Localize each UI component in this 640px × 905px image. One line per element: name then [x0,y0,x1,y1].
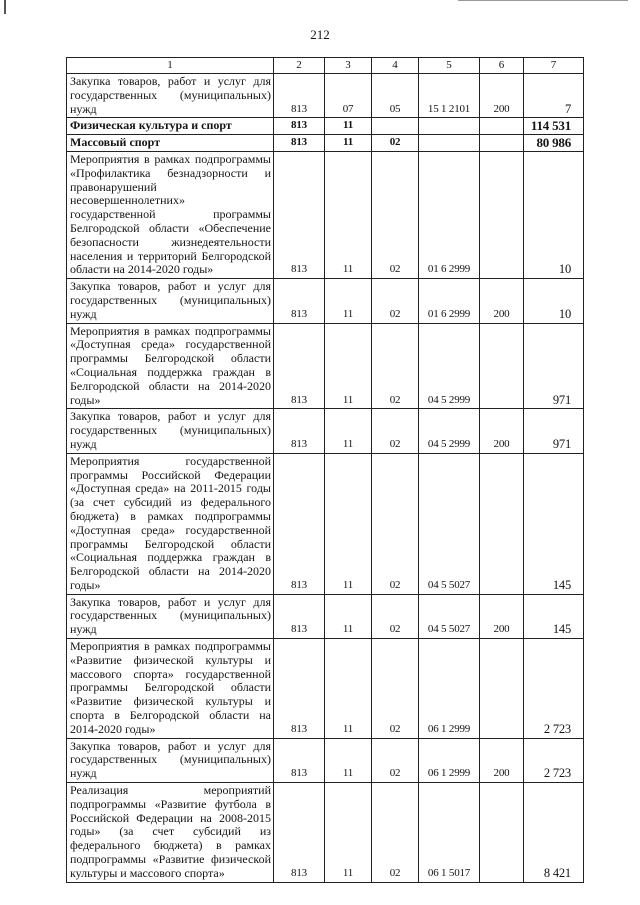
description-line: Закупка товаров, работ и услуг для [70,409,271,424]
row-description [67,738,274,782]
division-code: 11 [325,279,372,323]
division-code: 07 [325,74,372,118]
amount: 8 421 [524,783,584,883]
description-line: области на 2014-2020 годы» [70,262,214,277]
section-code: 813 [274,409,325,453]
division-code: 11 [325,783,372,883]
expense-type-code [480,135,524,152]
table-row [67,783,584,883]
section-code: 813 [274,783,325,883]
division-code: 11 [325,118,372,135]
description-line: годы» [70,577,101,592]
row-description [67,135,274,152]
section-code: 813 [274,323,325,409]
header-col-1: 1 [67,58,274,74]
subdivision-code: 02 [372,279,419,323]
header-col-7: 7 [524,58,584,74]
subdivision-code: 02 [372,323,419,409]
description-line: спорта в Белгородской области на [70,708,271,723]
expense-type-code: 200 [480,738,524,782]
target-article-code: 01 6 2999 [419,151,480,278]
division-code: 11 [325,594,372,638]
amount: 145 [524,594,584,638]
expense-type-code [480,453,524,594]
section-code: 813 [274,738,325,782]
target-article-code: 04 5 2999 [419,409,480,453]
amount: 145 [524,453,584,594]
description-line: государственной программы [70,207,271,222]
description-line: государственных (муниципальных) [70,608,271,623]
subdivision-code: 02 [372,738,419,782]
subdivision-code: 02 [372,783,419,883]
amount: 2 723 [524,639,584,739]
target-article-code: 04 5 5027 [419,594,480,638]
description-line: нужд [70,766,97,781]
target-article-code: 15 1 2101 [419,74,480,118]
expense-type-code [480,151,524,278]
amount: 10 [524,279,584,323]
target-article-code: 01 6 2999 [419,279,480,323]
description-line: «Профилактика безнадзорности и [70,165,271,180]
subdivision-code: 02 [372,639,419,739]
page-number: 212 [310,27,330,42]
description-line: федерального бюджета) в рамках [70,838,271,853]
expense-type-code [480,783,524,883]
subdivision-code: 02 [372,594,419,638]
subdivision-code: 02 [372,151,419,278]
description-line: нужд [70,436,97,451]
description-line: несовершеннолетних» [70,193,185,208]
row-description [67,783,274,883]
table-row [67,135,584,152]
target-article-code: 06 1 5017 [419,783,480,883]
description-line: Массовый спорт [70,135,161,150]
description-line: нужд [70,622,97,637]
description-line: Белгородской области на 2014-2020 [70,564,271,579]
subdivision-code: 02 [372,135,419,152]
section-code: 813 [274,118,325,135]
budget-table [66,57,584,883]
amount: 114 531 [524,118,584,135]
expense-type-code [480,639,524,739]
table-row [67,74,584,118]
expense-type-code: 200 [480,409,524,453]
expense-type-code: 200 [480,279,524,323]
subdivision-code: 02 [372,409,419,453]
description-line: Мероприятия в рамках подпрограммы [70,639,271,654]
amount: 80 986 [524,135,584,152]
description-line: Реализация мероприятий [70,783,271,798]
description-line: «Социальная поддержка граждан в [70,364,271,379]
row-description [67,594,274,638]
amount: 10 [524,151,584,278]
description-line: Закупка товаров, работ и услуг для [70,74,271,88]
row-description [67,279,274,323]
table-row [67,118,584,135]
description-line: подпрограммы «Развитие физической [70,852,271,867]
description-line: государственных (муниципальных) [70,423,271,438]
target-article-code [419,118,480,135]
row-description [67,323,274,409]
description-line: государственных (муниципальных) [70,292,271,307]
division-code: 11 [325,738,372,782]
description-line: Закупка товаров, работ и услуг для [70,594,271,609]
description-line: Мероприятия в рамках подпрограммы [70,323,271,338]
amount: 971 [524,409,584,453]
table-row [67,594,584,638]
description-line: Физическая культура и спорт [70,118,232,133]
description-line: Белгородской области на 2014-2020 [70,378,271,393]
description-line: Закупка товаров, работ и услуг для [70,279,271,294]
section-code: 813 [274,639,325,739]
subdivision-code: 05 [372,74,419,118]
scan-edge-mark [4,0,6,14]
description-line: правонарушений [70,179,157,194]
description-line: «Доступная среда» государственной [70,337,271,352]
header-col-5: 5 [419,58,480,74]
description-line: «Развитие физической культуры и [70,652,271,667]
row-description [67,118,274,135]
description-line: государственных (муниципальных) [70,87,271,102]
row-description [67,409,274,453]
amount: 7 [524,74,584,118]
expense-type-code: 200 [480,74,524,118]
description-line: «Доступная среда» на 2011-2015 годы [70,481,271,496]
row-description [67,453,274,594]
target-article-code: 06 1 2999 [419,738,480,782]
division-code: 11 [325,639,372,739]
description-line: государственных (муниципальных) [70,752,271,767]
target-article-code: 06 1 2999 [419,639,480,739]
section-code: 813 [274,453,325,594]
description-line: программы Белгородской области [70,351,271,366]
row-description [67,151,274,278]
expense-type-code [480,323,524,409]
description-line: годы» (за счет субсидий из [70,824,271,839]
header-col-4: 4 [372,58,419,74]
header-col-3: 3 [325,58,372,74]
row-description [67,639,274,739]
amount: 971 [524,323,584,409]
description-line: массового спорта» государственной [70,666,271,681]
description-line: нужд [70,101,97,116]
row-description [67,74,274,118]
description-line: культуры и массового спорта» [70,865,225,880]
description-line: Российской Федерации на 2008-2015 [70,810,271,825]
table-row [67,323,584,409]
scan-top-line [458,0,628,1]
subdivision-code [372,118,419,135]
description-line: (за счет субсидий из федерального [70,495,271,510]
description-line: «Развитие физической культуры и [70,694,271,709]
table-row [67,738,584,782]
table-row [67,409,584,453]
section-code: 813 [274,151,325,278]
table-row [67,639,584,739]
header-col-6: 6 [480,58,524,74]
description-line: 2014-2020 годы» [70,721,156,736]
description-line: «Доступная среда» государственной [70,522,271,537]
table-row [67,453,584,594]
description-line: Закупка товаров, работ и услуг для [70,738,271,753]
description-line: Мероприятия в рамках подпрограммы [70,151,271,166]
table-body [67,74,584,883]
target-article-code [419,135,480,152]
description-line: программы Белгородской области [70,680,271,695]
description-line: годы» [70,392,101,407]
description-line: нужд [70,306,97,321]
description-line: программы Белгородской области [70,536,271,551]
section-code: 813 [274,279,325,323]
table-row [67,279,584,323]
section-code: 813 [274,74,325,118]
description-line: безопасности жизнедеятельности [70,234,271,249]
division-code: 11 [325,135,372,152]
subdivision-code: 02 [372,453,419,594]
expense-type-code: 200 [480,594,524,638]
target-article-code: 04 5 2999 [419,323,480,409]
section-code: 813 [274,594,325,638]
table-row [67,151,584,278]
description-line: подпрограммы «Развитие футбола в [70,796,271,811]
section-code: 813 [274,135,325,152]
division-code: 11 [325,453,372,594]
expense-type-code [480,118,524,135]
target-article-code: 04 5 5027 [419,453,480,594]
division-code: 11 [325,151,372,278]
header-col-2: 2 [274,58,325,74]
division-code: 11 [325,323,372,409]
description-line: программы Российской Федерации [70,467,271,482]
division-code: 11 [325,409,372,453]
table-header-row [67,58,584,74]
description-line: «Социальная поддержка граждан в [70,550,271,565]
description-line: бюджета) в рамках подпрограммы [70,508,271,523]
description-line: Мероприятия государственной [70,453,271,468]
description-line: населения и территорий Белгородской [70,248,271,263]
amount: 2 723 [524,738,584,782]
description-line: Белгородской области «Обеспечение [70,220,271,235]
